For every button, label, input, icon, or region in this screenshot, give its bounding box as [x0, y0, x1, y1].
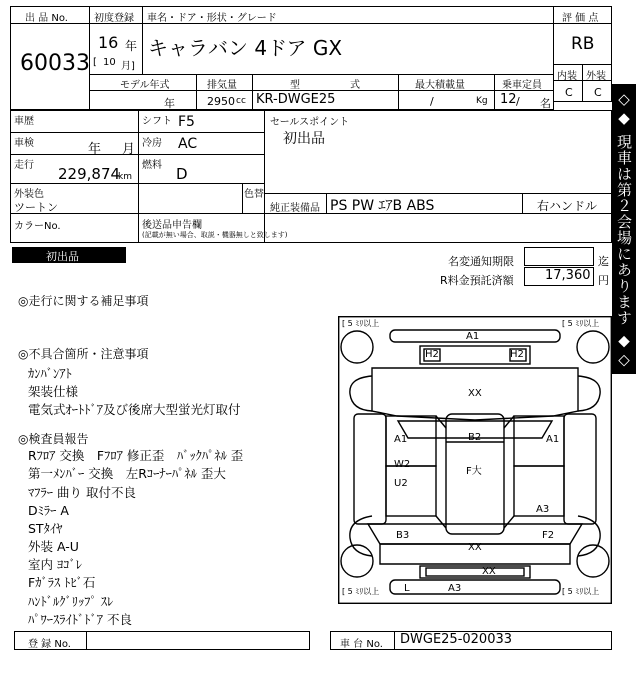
mark-rear-lamp: XX	[482, 566, 496, 577]
divider	[553, 23, 612, 24]
tire-top-right-label: [ 5 ﾐﾘ以上	[562, 319, 600, 328]
mark-right-rear-corner: F2	[542, 530, 555, 541]
tire-rear-left	[341, 545, 373, 577]
recycle-label: R料金預託済額	[440, 274, 514, 287]
exterior-value: C	[594, 86, 602, 99]
capacity-label: 乗車定員	[502, 80, 542, 91]
car-name-label: 車名・ドア・形状・グレード	[147, 13, 277, 24]
lot-no: 60033	[20, 51, 90, 76]
history-label: 車歴	[14, 116, 34, 127]
mark-headlight-left: H2	[425, 349, 439, 360]
interior-label: 内装	[557, 71, 577, 82]
divider	[142, 23, 143, 75]
inspector-item: 第一ﾒﾝﾊﾞｰ 交換 左Rｺｰﾅｰﾊﾟﾈﾙ 歪大	[28, 466, 226, 481]
inspector-item: ﾊﾝﾄﾞﾙｸﾞﾘｯﾌﾟ ｽﾚ	[28, 594, 114, 609]
mark-roof-front: B2	[468, 432, 482, 443]
divider	[242, 183, 243, 213]
defects-title: ◎不具合箇所・注意事項	[18, 347, 149, 361]
inspector-item: Dﾐﾗｰ A	[28, 503, 69, 518]
divider	[264, 110, 265, 243]
divider	[326, 193, 327, 213]
sales-point: 初出品	[283, 131, 325, 147]
model-year-unit: 年	[164, 97, 175, 110]
side-banner-text: ◇◆ 現車は第２会場にあります ◆◇	[615, 90, 633, 370]
divider	[553, 80, 612, 81]
first-reg-month-unit: 月]	[121, 61, 135, 72]
first-reg-label-cell	[89, 6, 143, 24]
genuine-equipment: PS PW ｴｱB ABS	[330, 198, 435, 214]
mark-rear-bumper: A3	[448, 583, 462, 594]
capacity-unit: 名	[540, 97, 551, 110]
capacity-slash: /	[516, 95, 520, 108]
recycle-amount: 17,360	[545, 268, 591, 283]
shift: F5	[178, 114, 195, 130]
first-reg-month-open: [	[93, 57, 97, 68]
first-listing-banner	[12, 247, 126, 263]
car-name: キャラバン 4ドア GX	[148, 36, 343, 60]
color-change-label: 色替	[244, 189, 264, 200]
model-type: KR-DWGE25	[256, 92, 336, 107]
exterior-color-label: 外装色	[14, 189, 44, 200]
model-year-label: モデル年式	[120, 80, 170, 91]
divider	[10, 132, 264, 133]
divider	[89, 74, 554, 75]
tire-rear-right	[577, 545, 609, 577]
mark-rear-panel: XX	[468, 542, 482, 553]
mark-right-front-door: A1	[546, 434, 560, 445]
mark-headlight-right: H2	[510, 349, 524, 360]
divider	[138, 110, 139, 213]
divider	[398, 74, 399, 110]
chassis-label: 車 台 No.	[340, 639, 383, 650]
inspector-item: Rﾌﾛｱ 交換 Fﾌﾛｱ 修正歪 ﾊﾞｯｸﾊﾟﾈﾙ 歪	[28, 448, 244, 463]
first-reg-month: 10	[103, 57, 116, 68]
inspector-title: ◎検査員報告	[18, 432, 89, 446]
divider	[522, 193, 523, 213]
aftermarket-label: 後送品申告欄	[142, 220, 202, 231]
sales-point-label: セールスポイント	[270, 117, 350, 128]
divider	[86, 631, 87, 650]
tire-bottom-left-label: [ 5 ﾐﾘ以上	[342, 587, 380, 596]
divider	[252, 74, 253, 110]
mark-left-mid-a: W2	[394, 459, 411, 470]
mark-front-bumper: A1	[466, 331, 480, 342]
defect-item: ｶﾝﾊﾞﾝｱﾄ	[28, 366, 72, 381]
mark-left-rear: B3	[396, 530, 410, 541]
divider	[10, 154, 264, 155]
mark-hood: XX	[468, 388, 482, 399]
inspector-item: 外装 A-U	[28, 539, 79, 554]
inspector-item: ﾊﾟﾜｰｽﾗｲﾄﾞﾄﾞｱ 不良	[28, 612, 132, 627]
mark-right-rear-side: A3	[536, 504, 550, 515]
name-change-label: 名変通知期限	[448, 255, 514, 268]
max-load-slash: /	[430, 95, 434, 108]
aircon-label: 冷房	[142, 138, 162, 149]
first-reg-label: 初度登録	[94, 13, 134, 24]
lot-no-label: 出 品 No.	[25, 13, 68, 24]
tire-front-left	[341, 331, 373, 363]
fuel: D	[176, 165, 188, 183]
tire-top-left-label: [ 5 ﾐﾘ以上	[342, 319, 380, 328]
displacement: 2950	[207, 95, 235, 108]
tire-bottom-right-label: [ 5 ﾐﾘ以上	[562, 587, 600, 596]
interior-value: C	[565, 86, 573, 99]
recycle-unit: 円	[598, 274, 609, 287]
genuine-equipment-label: 純正装備品	[270, 203, 320, 214]
inspection-month: 月	[122, 142, 136, 157]
inspection-year: 年	[88, 142, 102, 157]
color-no-label: カラーNo.	[14, 221, 61, 232]
mileage: 229,874	[58, 165, 121, 183]
chassis-no: DWGE25-020033	[400, 632, 513, 647]
aircon: AC	[178, 136, 198, 152]
vehicle-diagram-svg	[338, 316, 612, 604]
steering: 右ハンドル	[537, 199, 598, 213]
inspector-item: Fｶﾞﾗｽ ﾄﾋﾞ石	[28, 575, 96, 590]
rating-label: 評 価 点	[562, 13, 599, 24]
rating-value: RB	[571, 34, 595, 54]
divider	[494, 74, 495, 110]
first-reg-year-unit: 年	[125, 39, 138, 53]
aftermarket-note: (記載が無い場合、取説・機器無しと致します)	[142, 231, 288, 239]
mileage-unit: km	[118, 172, 132, 182]
displacement-unit: cc	[236, 96, 246, 106]
car-name-label-cell	[142, 6, 554, 24]
divider	[394, 631, 395, 650]
inspector-item: ﾏﾌﾗｰ 曲り 取付不良	[28, 485, 136, 500]
mark-rear-bumper-l: L	[404, 583, 410, 594]
mark-left-mid-b: U2	[394, 478, 408, 489]
inspector-item: 室内 ﾖｺﾞﾚ	[28, 557, 82, 572]
reg-no-label: 登 録 No.	[28, 639, 71, 650]
divider	[582, 64, 583, 102]
divider	[138, 213, 139, 243]
type-label: 型	[290, 80, 300, 91]
exterior-label: 外装	[586, 71, 606, 82]
name-change-unit: 迄	[598, 255, 609, 268]
shift-label: シフト	[142, 116, 172, 127]
type-label-2: 式	[350, 80, 360, 91]
driving-notes-title: ◎走行に関する補足事項	[18, 294, 149, 308]
side-banner	[612, 84, 636, 374]
lot-no-label-cell	[10, 6, 90, 24]
tire-front-right	[577, 331, 609, 363]
max-load-label: 最大積載量	[415, 80, 465, 91]
vehicle-diagram	[338, 316, 612, 604]
defect-item: 架装仕様	[28, 384, 79, 399]
defect-item: 電気式ｵｰﾄﾄﾞｱ及び後席大型蛍光灯取付	[28, 402, 241, 417]
displacement-label: 排気量	[207, 80, 237, 91]
name-change-box	[524, 247, 594, 266]
divider	[264, 193, 612, 194]
fuel-label: 燃料	[142, 160, 162, 171]
inspection-label: 車検	[14, 138, 34, 149]
mileage-label: 走行	[14, 160, 34, 171]
capacity: 12	[500, 92, 517, 107]
exterior-color: ツートン	[14, 201, 58, 214]
inspector-item: STﾀｲﾔ	[28, 521, 63, 536]
mark-left-front-door: A1	[394, 434, 408, 445]
lot-no-cell	[10, 23, 90, 110]
divider	[10, 183, 264, 184]
divider	[196, 74, 197, 110]
max-load-unit: Kg	[476, 96, 488, 106]
mark-roof: F大	[466, 466, 482, 477]
first-reg-year: 16	[98, 33, 119, 52]
first-listing-text: 初出品	[46, 250, 79, 263]
